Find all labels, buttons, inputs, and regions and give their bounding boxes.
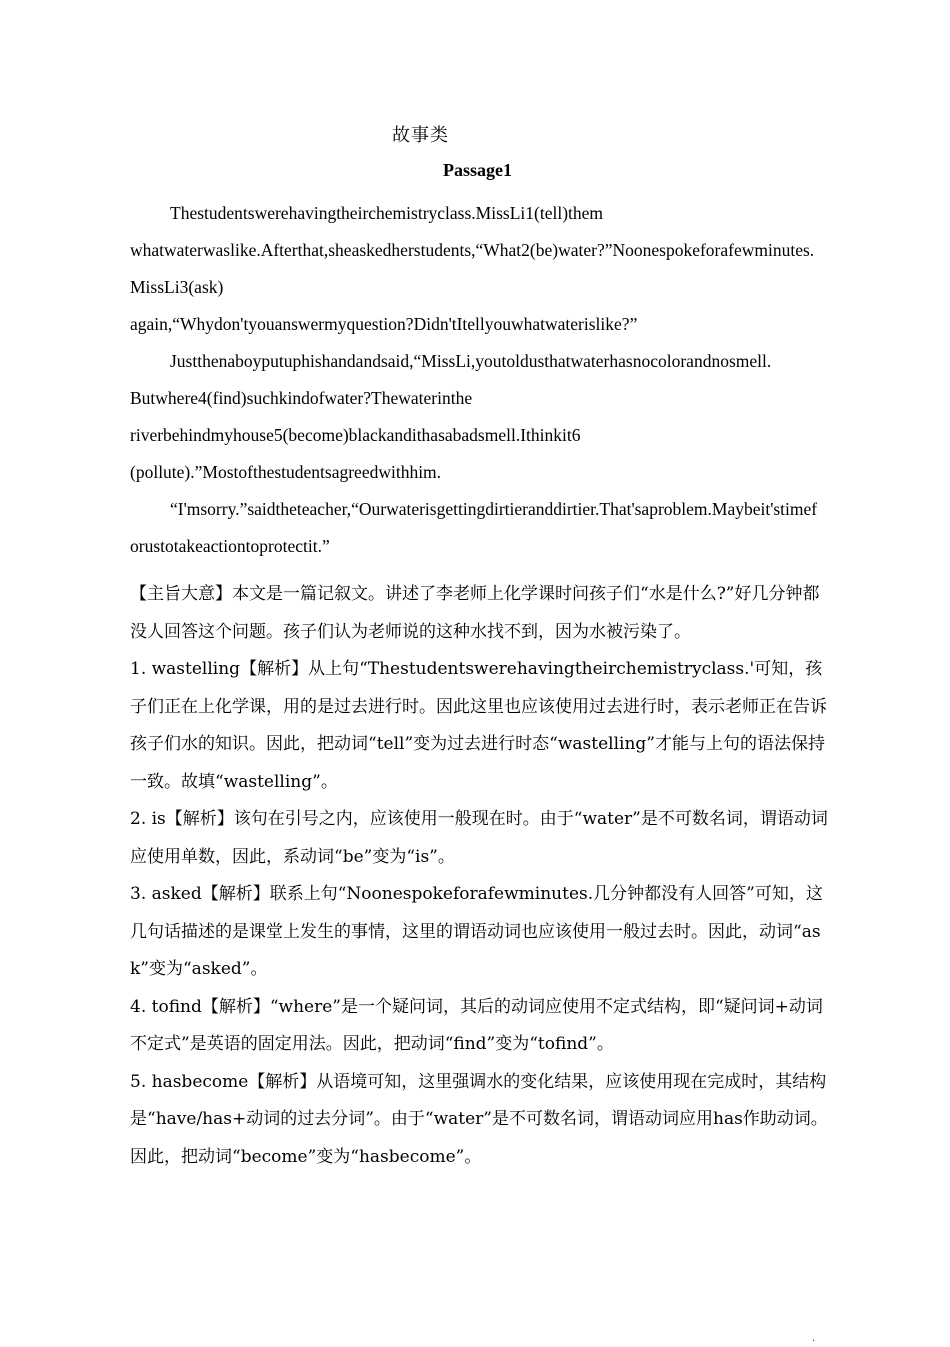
answer-item-5: 5. hasbecome【解析】从语境可知，这里强调水的变化结果，应该使用现在完成时，其结构是“have/has+动词的过去分词”。由于“water”是不可数名词，谓语动词应用has作助动词。因此，把动词“become”变为“hasbecome”。 bbox=[130, 1071, 828, 1167]
passage-line: again,“Whydon'tyouanswermyquestion?Didn'tItellyouwhatwaterislike?” bbox=[130, 314, 638, 334]
passage-line: riverbehindmyhouse5(become)blackandithasabadsmell.Ithinkit6 bbox=[130, 425, 581, 445]
passage-paragraph: “I'msorry.”saidtheteacher,“Ourwaterisgettingdirtieranddirtier.That'saproblem.Maybeit'stimeforustotakeactiontoprotectit.” bbox=[130, 499, 818, 556]
passage-line: Butwhere4(find)suchkindofwater?Thewaterinthe bbox=[130, 388, 473, 408]
category-heading: 故事类 bbox=[392, 125, 449, 146]
answer-item-3: 3. asked【解析】联系上句“Noonespokeforafewminutes.几分钟都没有人回答”可知，这几句话描述的是课堂上发生的事情，这里的谓语动词也应该使用一般过去时。因此，动词“ask”变为“asked”。 bbox=[130, 884, 823, 979]
analysis-section bbox=[130, 576, 830, 1176]
passage-line: (pollute).”Mostofthestudentsagreedwithhim. bbox=[130, 462, 442, 482]
passage-line: Justthenaboyputuphishandandsaid,“MissLi,youtoldusthatwaterhasnocolorandnosmell. bbox=[170, 351, 772, 371]
answer-item-4: 4. tofind【解析】“where”是一个疑问词，其后的动词应使用不定式结构，即“疑问词+动词不定式”是英语的固定用法。因此，把动词“find”变为“tofind”。 bbox=[130, 996, 823, 1054]
passage-line: whatwaterwaslike.Afterthat,sheaskedherstudents,“What2(be)water?”Noonespokeforafewminutes.MissLi3(ask) bbox=[130, 240, 815, 297]
passage-body bbox=[130, 195, 825, 565]
passage-line: Thestudentswerehavingtheirchemistryclass.MissLi1(tell)them bbox=[170, 203, 604, 223]
page-corner-mark: · bbox=[812, 1336, 816, 1347]
passage-title: Passage1 bbox=[443, 160, 512, 180]
main-idea: 【主旨大意】本文是一篇记叙文。讲述了李老师上化学课时问孩子们“水是什么?”好几分钟都没人回答这个问题。孩子们认为老师说的这种水找不到，因为水被污染了。 bbox=[130, 584, 820, 642]
answer-item-2: 2. is【解析】该句在引号之内，应该使用一般现在时。由于“water”是不可数名词，谓语动词应使用单数，因此，系动词“be”变为“is”。 bbox=[130, 809, 828, 867]
answer-item-1: 1. wastelling【解析】从上句“Thestudentswerehavingtheirchemistryclass.'可知，孩子们正在上化学课，用的是过去进行时。因此这里也应该使用过去进行时，表示老师正在告诉孩子们水的知识。因此，把动词“tell”变为过去进行时态“wastelling”才能与上句的语法保持一致。故填“wastelling”。 bbox=[130, 659, 827, 792]
